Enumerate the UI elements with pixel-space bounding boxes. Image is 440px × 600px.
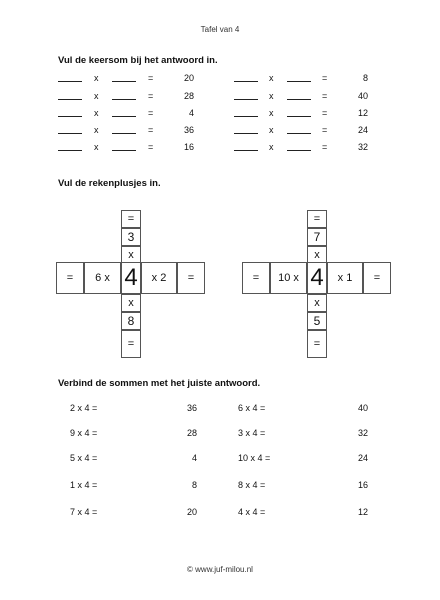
times-sign: x [269,108,274,118]
times-sign: x [94,108,99,118]
answer-blank[interactable] [58,125,82,134]
cross-cell-left2[interactable]: 10 x [270,262,307,294]
cross-cell-left2[interactable]: 6 x [84,262,121,294]
times-sign: x [269,73,274,83]
section3-title: Verbind de sommen met het juiste antwoord. [58,378,261,389]
cross-cell-left1[interactable]: = [242,262,270,294]
equals-sign: = [148,108,154,118]
answer-blank[interactable] [112,91,136,100]
answer-blank[interactable] [287,125,311,134]
sum-answer: 32 [357,428,368,438]
sum-answer: 40 [357,403,368,413]
cross-cell-bottom1[interactable]: x [121,294,141,312]
equals-sign: = [148,125,154,135]
answer-blank[interactable] [58,108,82,117]
product-value: 32 [357,142,368,152]
times-sign: x [269,125,274,135]
product-value: 8 [362,73,368,83]
sum-answer: 20 [186,507,197,517]
sum-text: 6 x 4 = [238,403,266,413]
times-sign: x [269,142,274,152]
answer-blank[interactable] [234,108,258,117]
cross-cell-right2[interactable]: = [177,262,205,294]
product-value: 16 [183,142,194,152]
equals-sign: = [322,108,328,118]
sum-answer: 8 [191,480,197,490]
answer-blank[interactable] [58,73,82,82]
cross-cell-left1[interactable]: = [56,262,84,294]
cross-cell-top2[interactable]: 3 [121,228,141,246]
answer-blank[interactable] [287,91,311,100]
product-value: 4 [188,108,194,118]
section1-title: Vul de keersom bij het antwoord in. [58,55,218,66]
answer-blank[interactable] [112,73,136,82]
cross-cell-center: 4 [121,262,141,294]
sum-text: 10 x 4 = [238,453,271,463]
sum-answer: 4 [191,453,197,463]
product-value: 40 [357,91,368,101]
times-sign: x [94,73,99,83]
cross-cell-top2[interactable]: 7 [307,228,327,246]
answer-blank[interactable] [287,108,311,117]
answer-blank[interactable] [58,142,82,151]
sum-answer: 24 [357,453,368,463]
sum-answer: 36 [186,403,197,413]
cross-cell-right1[interactable]: x 2 [141,262,177,294]
answer-blank[interactable] [112,142,136,151]
sum-text: 9 x 4 = [70,428,98,438]
sum-text: 7 x 4 = [70,507,98,517]
cross-cell-top1[interactable]: = [121,210,141,228]
equals-sign: = [322,91,328,101]
times-sign: x [94,91,99,101]
sum-text: 4 x 4 = [238,507,266,517]
product-value: 24 [357,125,368,135]
equals-sign: = [148,73,154,83]
answer-blank[interactable] [58,91,82,100]
cross-cell-top3[interactable]: x [307,246,327,264]
answer-blank[interactable] [112,108,136,117]
sum-text: 8 x 4 = [238,480,266,490]
answer-blank[interactable] [234,142,258,151]
cross-cell-top1[interactable]: = [307,210,327,228]
cross-cell-bottom2[interactable]: 8 [121,312,141,330]
product-value: 12 [357,108,368,118]
cross-cell-right2[interactable]: = [363,262,391,294]
cross-cell-bottom2[interactable]: 5 [307,312,327,330]
answer-blank[interactable] [112,125,136,134]
equals-sign: = [148,91,154,101]
answer-blank[interactable] [287,142,311,151]
product-value: 20 [183,73,194,83]
page-footer: © www.juf-milou.nl [187,565,253,574]
product-value: 28 [183,91,194,101]
answer-blank[interactable] [234,91,258,100]
equals-sign: = [322,73,328,83]
answer-blank[interactable] [234,73,258,82]
times-sign: x [94,125,99,135]
cross-cell-right1[interactable]: x 1 [327,262,363,294]
cross-cell-center: 4 [307,262,327,294]
product-value: 36 [183,125,194,135]
equals-sign: = [148,142,154,152]
times-sign: x [94,142,99,152]
sum-text: 3 x 4 = [238,428,266,438]
equals-sign: = [322,125,328,135]
answer-blank[interactable] [287,73,311,82]
sum-text: 1 x 4 = [70,480,98,490]
cross-cell-bottom3[interactable]: = [121,330,141,358]
sum-answer: 28 [186,428,197,438]
sum-answer: 12 [357,507,368,517]
sum-answer: 16 [357,480,368,490]
times-sign: x [269,91,274,101]
cross-cell-bottom1[interactable]: x [307,294,327,312]
page-header: Tafel van 4 [200,25,240,34]
section2-title: Vul de rekenplusjes in. [58,178,161,189]
sum-text: 2 x 4 = [70,403,98,413]
answer-blank[interactable] [234,125,258,134]
cross-cell-top3[interactable]: x [121,246,141,264]
sum-text: 5 x 4 = [70,453,98,463]
equals-sign: = [322,142,328,152]
cross-cell-bottom3[interactable]: = [307,330,327,358]
